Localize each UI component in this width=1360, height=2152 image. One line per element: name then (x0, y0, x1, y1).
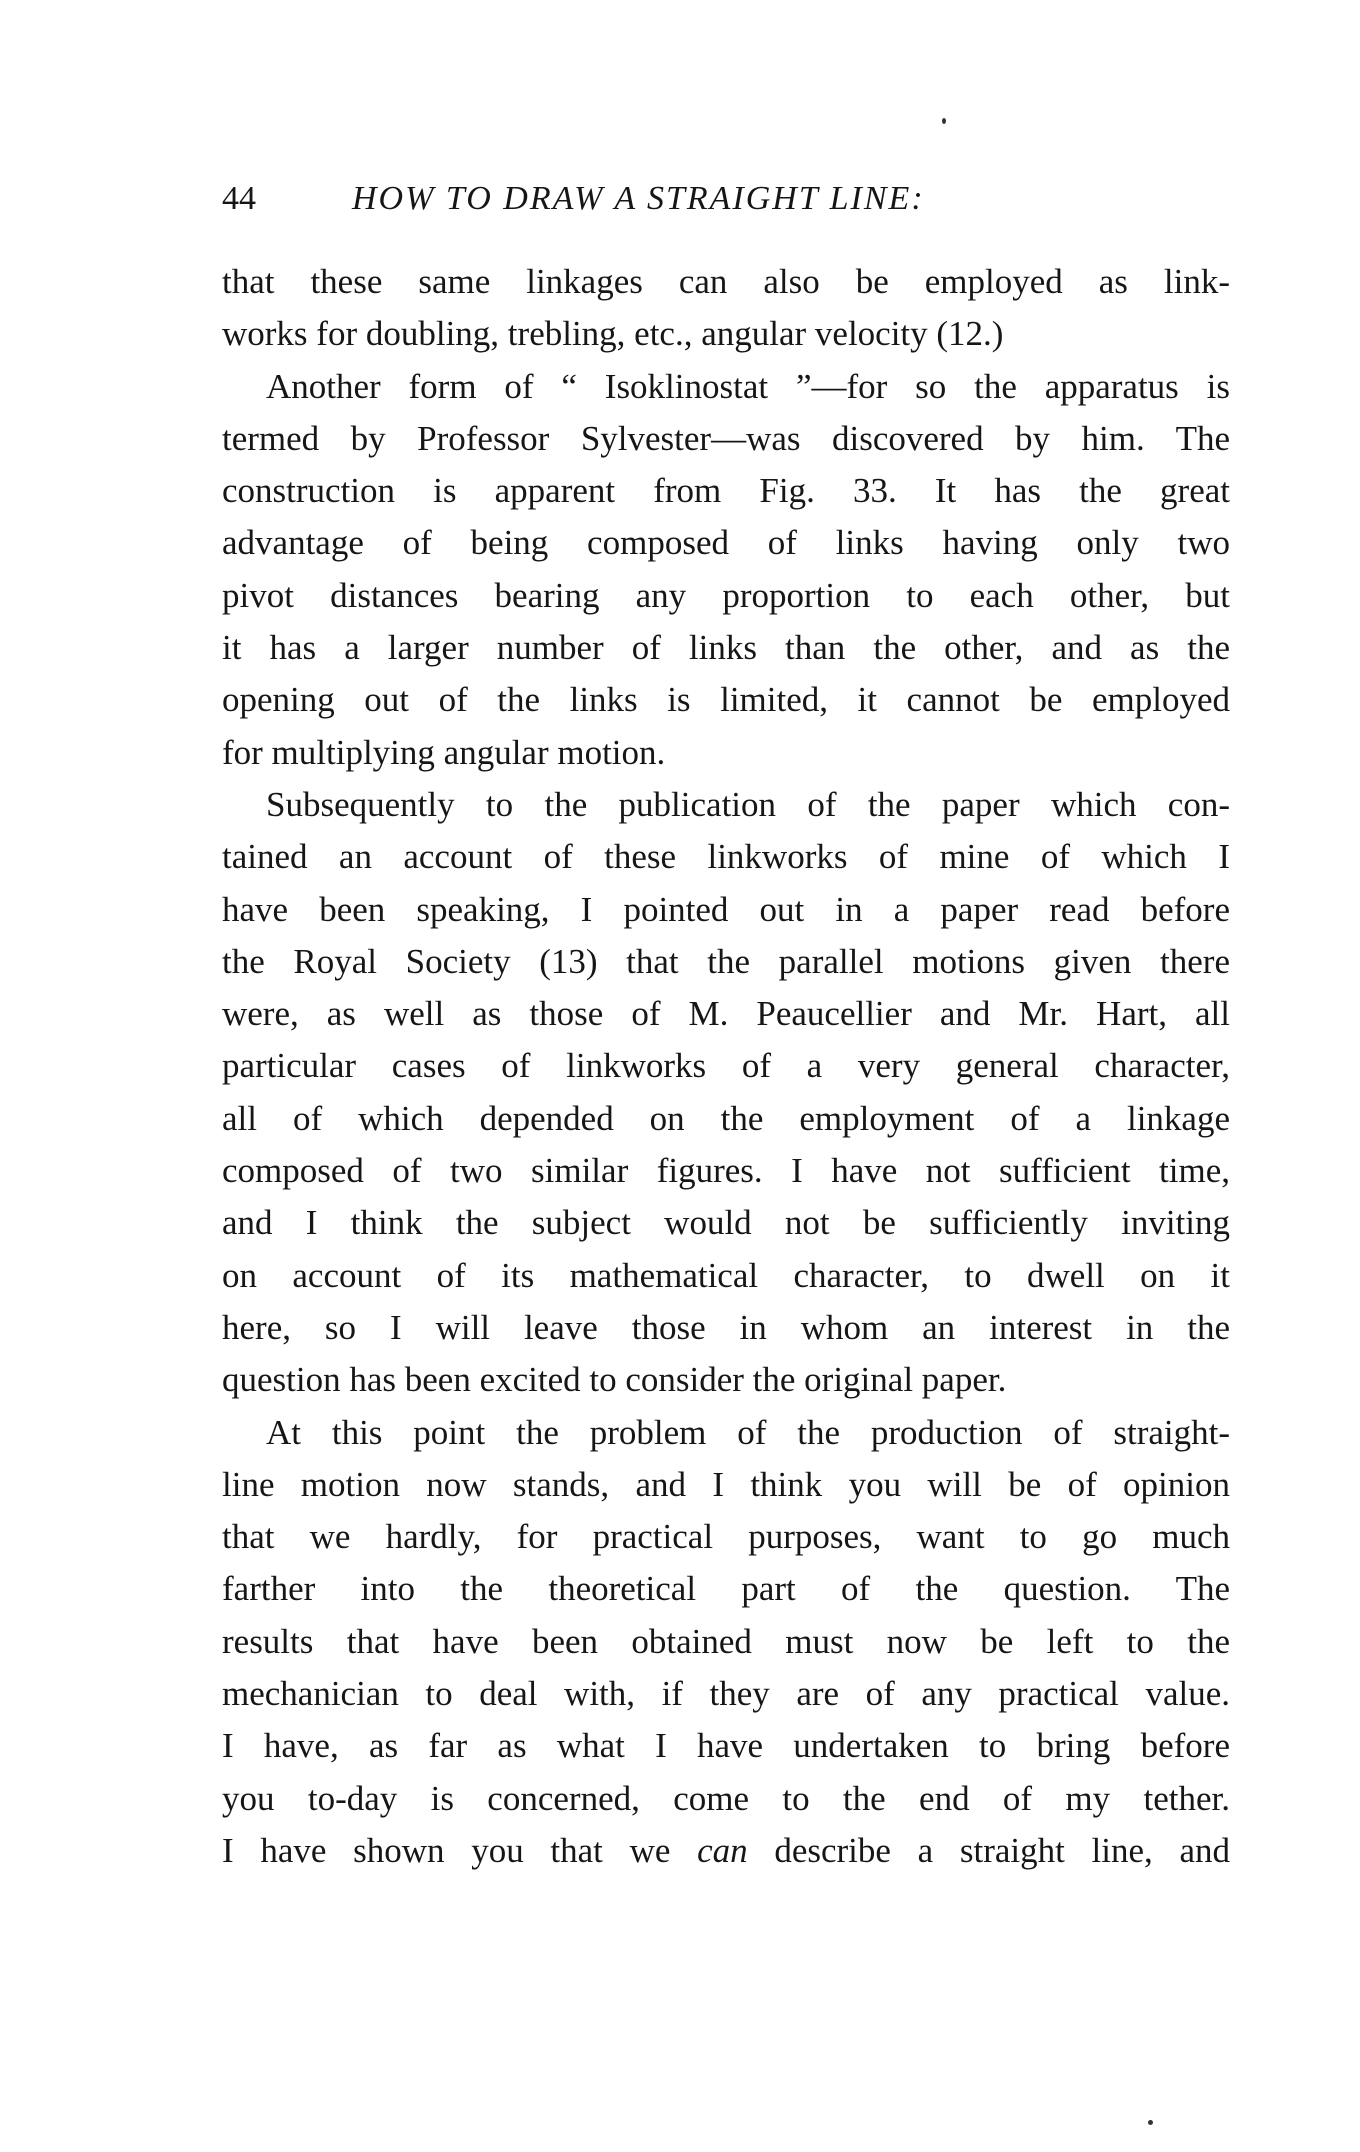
text-line: you to-day is concerned, come to the end of my tether. (222, 1778, 1230, 1818)
text-line: for multiplying angular motion. (222, 732, 666, 772)
text-line: Another form of “ Isoklinostat ”—for so the apparatus is (266, 366, 1230, 406)
text-line: here, so I will leave those in whom an interest in the (222, 1307, 1230, 1347)
text-line: were, as well as those of M. Peaucellier and Mr. Hart, all (222, 994, 1230, 1034)
text-line: question has been excited to consider the original paper. (222, 1360, 1007, 1400)
running-title: HOW TO DRAW A STRAIGHT LINE: (352, 180, 925, 217)
emphasis-can: can (697, 1830, 748, 1870)
text-line: mechanician to deal with, if they are of any practical value. (222, 1674, 1230, 1714)
text-line: and I think the subject would not be sufficiently inviting (222, 1203, 1230, 1243)
text-line: it has a larger number of links than the other, and as the (222, 628, 1230, 668)
text-line: pivot distances bearing any proportion to each other, but (222, 575, 1230, 615)
text-line: I have, as far as what I have undertaken to bring before (222, 1726, 1230, 1766)
print-speck (1148, 2120, 1153, 2125)
text-line (222, 1825, 1230, 1877)
text-line: At this point the problem of the production of straight- (266, 1412, 1230, 1452)
line-start: I have shown you that we (222, 1830, 671, 1870)
text-line: farther into the theoretical part of the question. The (222, 1569, 1230, 1609)
text-line: termed by Professor Sylvester—was discovered by him. The (222, 418, 1230, 458)
text-line: that we hardly, for practical purposes, want to go much (222, 1517, 1230, 1557)
text-line: composed of two similar figures. I have not sufficient time, (222, 1151, 1230, 1191)
page-header (222, 174, 1142, 224)
print-speck (942, 118, 946, 124)
text-line: that these same linkages can also be employed as link- (222, 262, 1230, 301)
text-line: particular cases of linkworks of a very general character, (222, 1046, 1230, 1086)
text-line: the Royal Society (13) that the parallel motions given there (222, 941, 1230, 981)
line-end: describe a straight line, and (747, 1830, 1231, 1870)
text-line: works for doubling, trebling, etc., angular velocity (12.) (222, 314, 1004, 354)
text-line: advantage of being composed of links having only two (222, 523, 1230, 563)
text-line: tained an account of these linkworks of mine of which I (222, 837, 1230, 877)
page-number: 44 (222, 180, 256, 217)
text-line: all of which depended on the employment of a linkage (222, 1098, 1230, 1138)
body-text (222, 256, 1230, 1877)
text-line: results that have been obtained must now be left to the (222, 1621, 1230, 1661)
text-line: construction is apparent from Fig. 33. It has the great (222, 471, 1230, 511)
text-line: line motion now stands, and I think you will be of opinion (222, 1464, 1230, 1504)
text-line: on account of its mathematical character, to dwell on it (222, 1255, 1230, 1295)
text-line: Subsequently to the publication of the paper which con- (266, 784, 1230, 824)
text-line: have been speaking, I pointed out in a paper read before (222, 889, 1230, 929)
text-line: opening out of the links is limited, it cannot be employed (222, 680, 1230, 720)
